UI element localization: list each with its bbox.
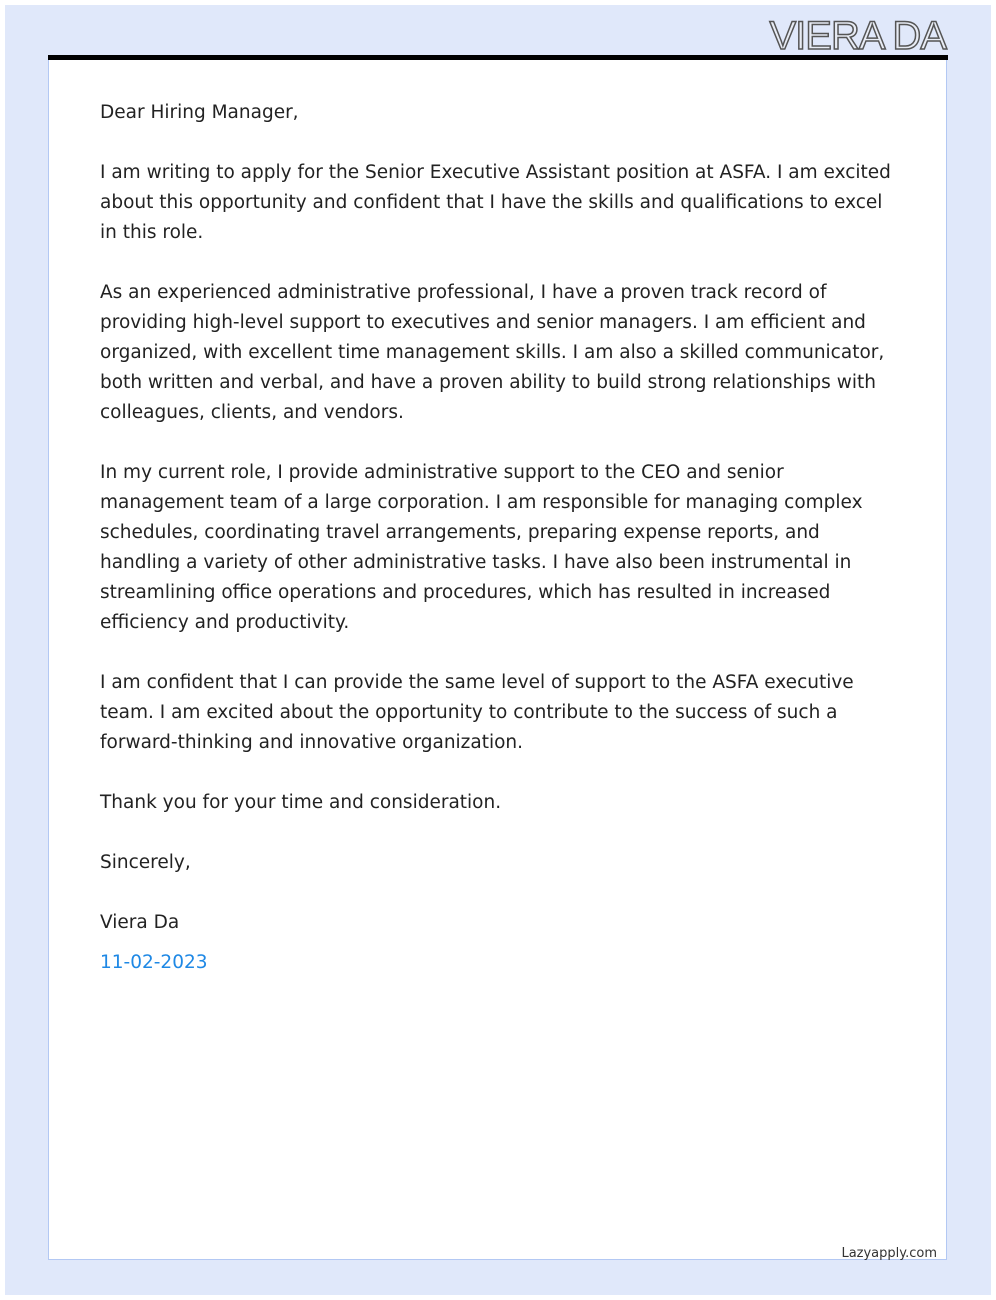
paragraph: As an experienced administrative professional, I have a proven track record of providing high-level support to executives and senior managers. I am efficient and organized, with excellent time management skills. I am also a skilled communicator, both written and verbal, and have a proven ability to build strong relationships with colleagues, clients, and vendors. — [100, 282, 885, 423]
applicant-name-heading: VIERA DA — [769, 14, 946, 58]
salutation: Dear Hiring Manager, — [100, 102, 299, 123]
closing: Sincerely, — [100, 852, 191, 873]
paragraph: I am writing to apply for the Senior Executive Assistant position at ASFA. I am excited about this opportunity and confident that I have the skills and qualifications to excel in this role. — [100, 162, 891, 243]
letter-date: 11-02-2023 — [100, 952, 208, 973]
footer-brand: Lazyapply.com — [841, 1246, 937, 1261]
letter-body — [100, 98, 900, 1008]
paragraph: I am confident that I can provide the same level of support to the ASFA executive team. I am excited about the opportunity to contribute to the success of such a forward-thinking and innovative organization. — [100, 672, 854, 753]
paragraph: Thank you for your time and consideration. — [100, 792, 502, 813]
paragraph: In my current role, I provide administrative support to the CEO and senior management team of a large corporation. I am responsible for managing complex schedules, coordinating travel arrangements, preparing expense reports, and handling a variety of other administrative tasks. I have also been instrumental in streamlining office operations and procedures, which has resulted in increased efficiency and productivity. — [100, 462, 863, 633]
signature: Viera Da — [100, 912, 180, 933]
